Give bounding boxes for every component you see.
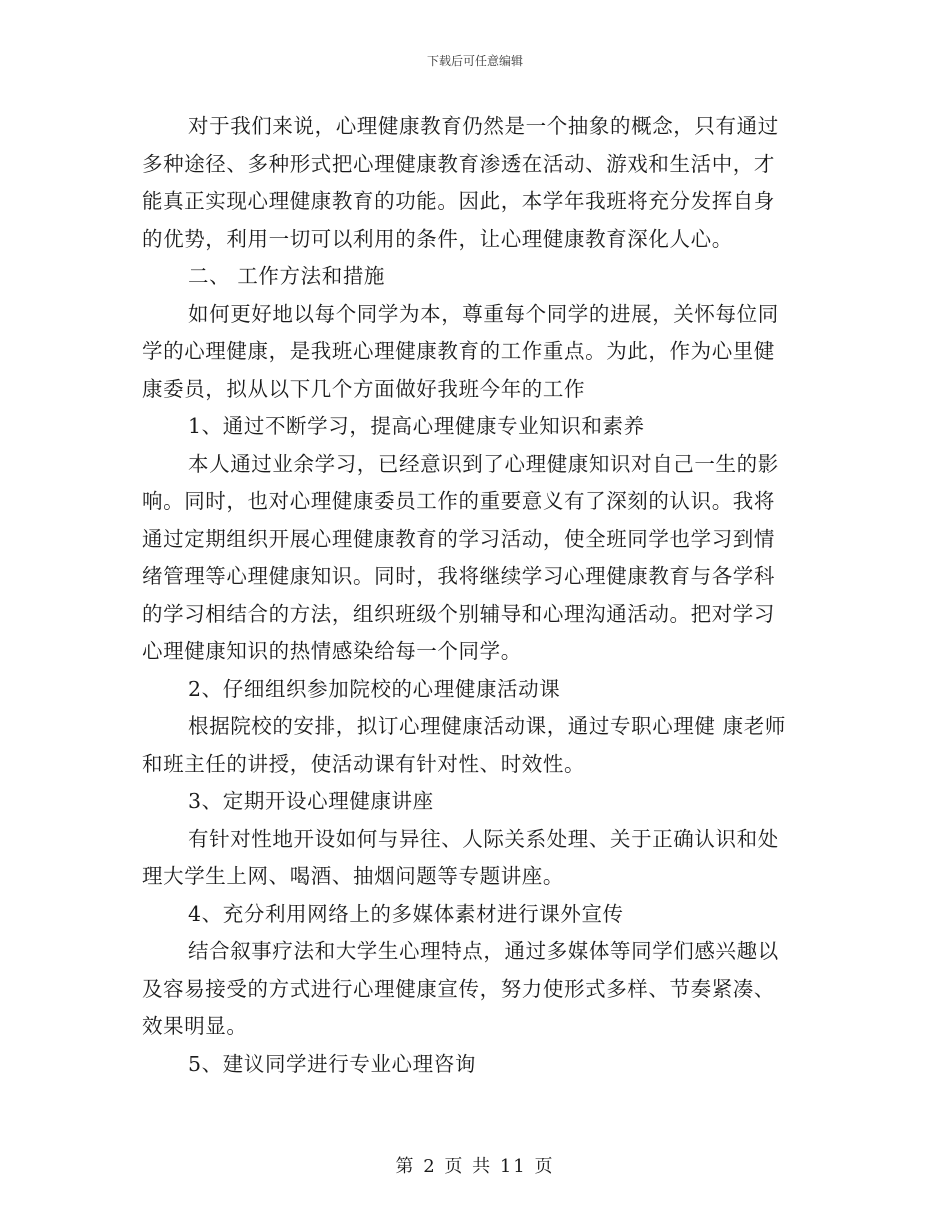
paragraph-line: 能真正实现心理健康教育的功能。因此，本学年我班将充分发挥自身 — [142, 189, 775, 213]
paragraph-line: 绪管理等心理健康知识。同时，我将继续学习心理健康教育与各学科 — [142, 564, 775, 588]
paragraph-line: 心理健康知识的热情感染给每一个同学。 — [142, 639, 522, 663]
paragraph-line: 根据院校的安排，拟订心理健康活动课，通过专职心理健 康老师 — [188, 714, 786, 738]
paragraph-line: 本人通过业余学习，已经意识到了心理健康知识对自己一生的影 — [188, 451, 779, 476]
paragraph-line: 如何更好地以每个同学为本，尊重每个同学的进展，关怀每位同 — [188, 301, 779, 326]
subsection-heading: 2、仔细组织参加院校的心理健康活动课 — [188, 676, 561, 701]
paragraph-line: 的优势，利用一切可以利用的条件，让心理健康教育深化人心。 — [142, 226, 733, 251]
subsection-heading: 5、建议同学进行专业心理咨询 — [188, 1051, 476, 1076]
paragraph-line: 和班主任的讲授，使活动课有针对性、时效性。 — [142, 751, 586, 776]
subsection-heading: 1、通过不断学习，提高心理健康专业知识和素养 — [188, 414, 645, 438]
paragraph-line: 通过定期组织开展心理健康教育的学习活动，使全班同学也学习到情 — [142, 526, 775, 551]
subsection-heading: 3、定期开设心理健康讲座 — [188, 789, 434, 813]
paragraph-line: 响。同时，也对心理健康委员工作的重要意义有了深刻的认识。我将 — [142, 489, 775, 513]
paragraph-line: 效果明显。 — [142, 1014, 248, 1038]
document-body — [142, 108, 810, 1083]
paragraph-line: 多种途径、多种形式把心理健康教育渗透在活动、游戏和生活中，才 — [142, 151, 775, 176]
section-heading: 二、 工作方法和措施 — [188, 264, 386, 288]
paragraph-line: 理大学生上网、喝酒、抽烟问题等专题讲座。 — [142, 864, 564, 888]
paragraph-line: 康委员，拟从以下几个方面做好我班今年的工作 — [142, 376, 586, 401]
paragraph-line: 结合叙事疗法和大学生心理特点，通过多媒体等同学们感兴趣以 — [188, 939, 779, 963]
paragraph-line: 的学习相结合的方法，组织班级个别辅导和心理沟通活动。把对学习 — [142, 601, 775, 626]
page-header: 下载后可任意编辑 — [426, 54, 523, 68]
paragraph-line: 及容易接受的方式进行心理健康宣传，努力使形式多样、节奏紧凑、 — [142, 976, 775, 1001]
paragraph-line: 对于我们来说，心理健康教育仍然是一个抽象的概念，只有通过 — [188, 114, 779, 138]
paragraph-line: 学的心理健康，是我班心理健康教育的工作重点。为此，作为心里健 — [142, 339, 775, 363]
subsection-heading: 4、充分利用网络上的多媒体素材进行课外宣传 — [188, 901, 624, 926]
page-number-footer: 第 2 页 共 11 页 — [395, 1156, 555, 1177]
paragraph-line: 有针对性地开设如何与异往、人际关系处理、关于正确认识和处 — [188, 826, 779, 851]
